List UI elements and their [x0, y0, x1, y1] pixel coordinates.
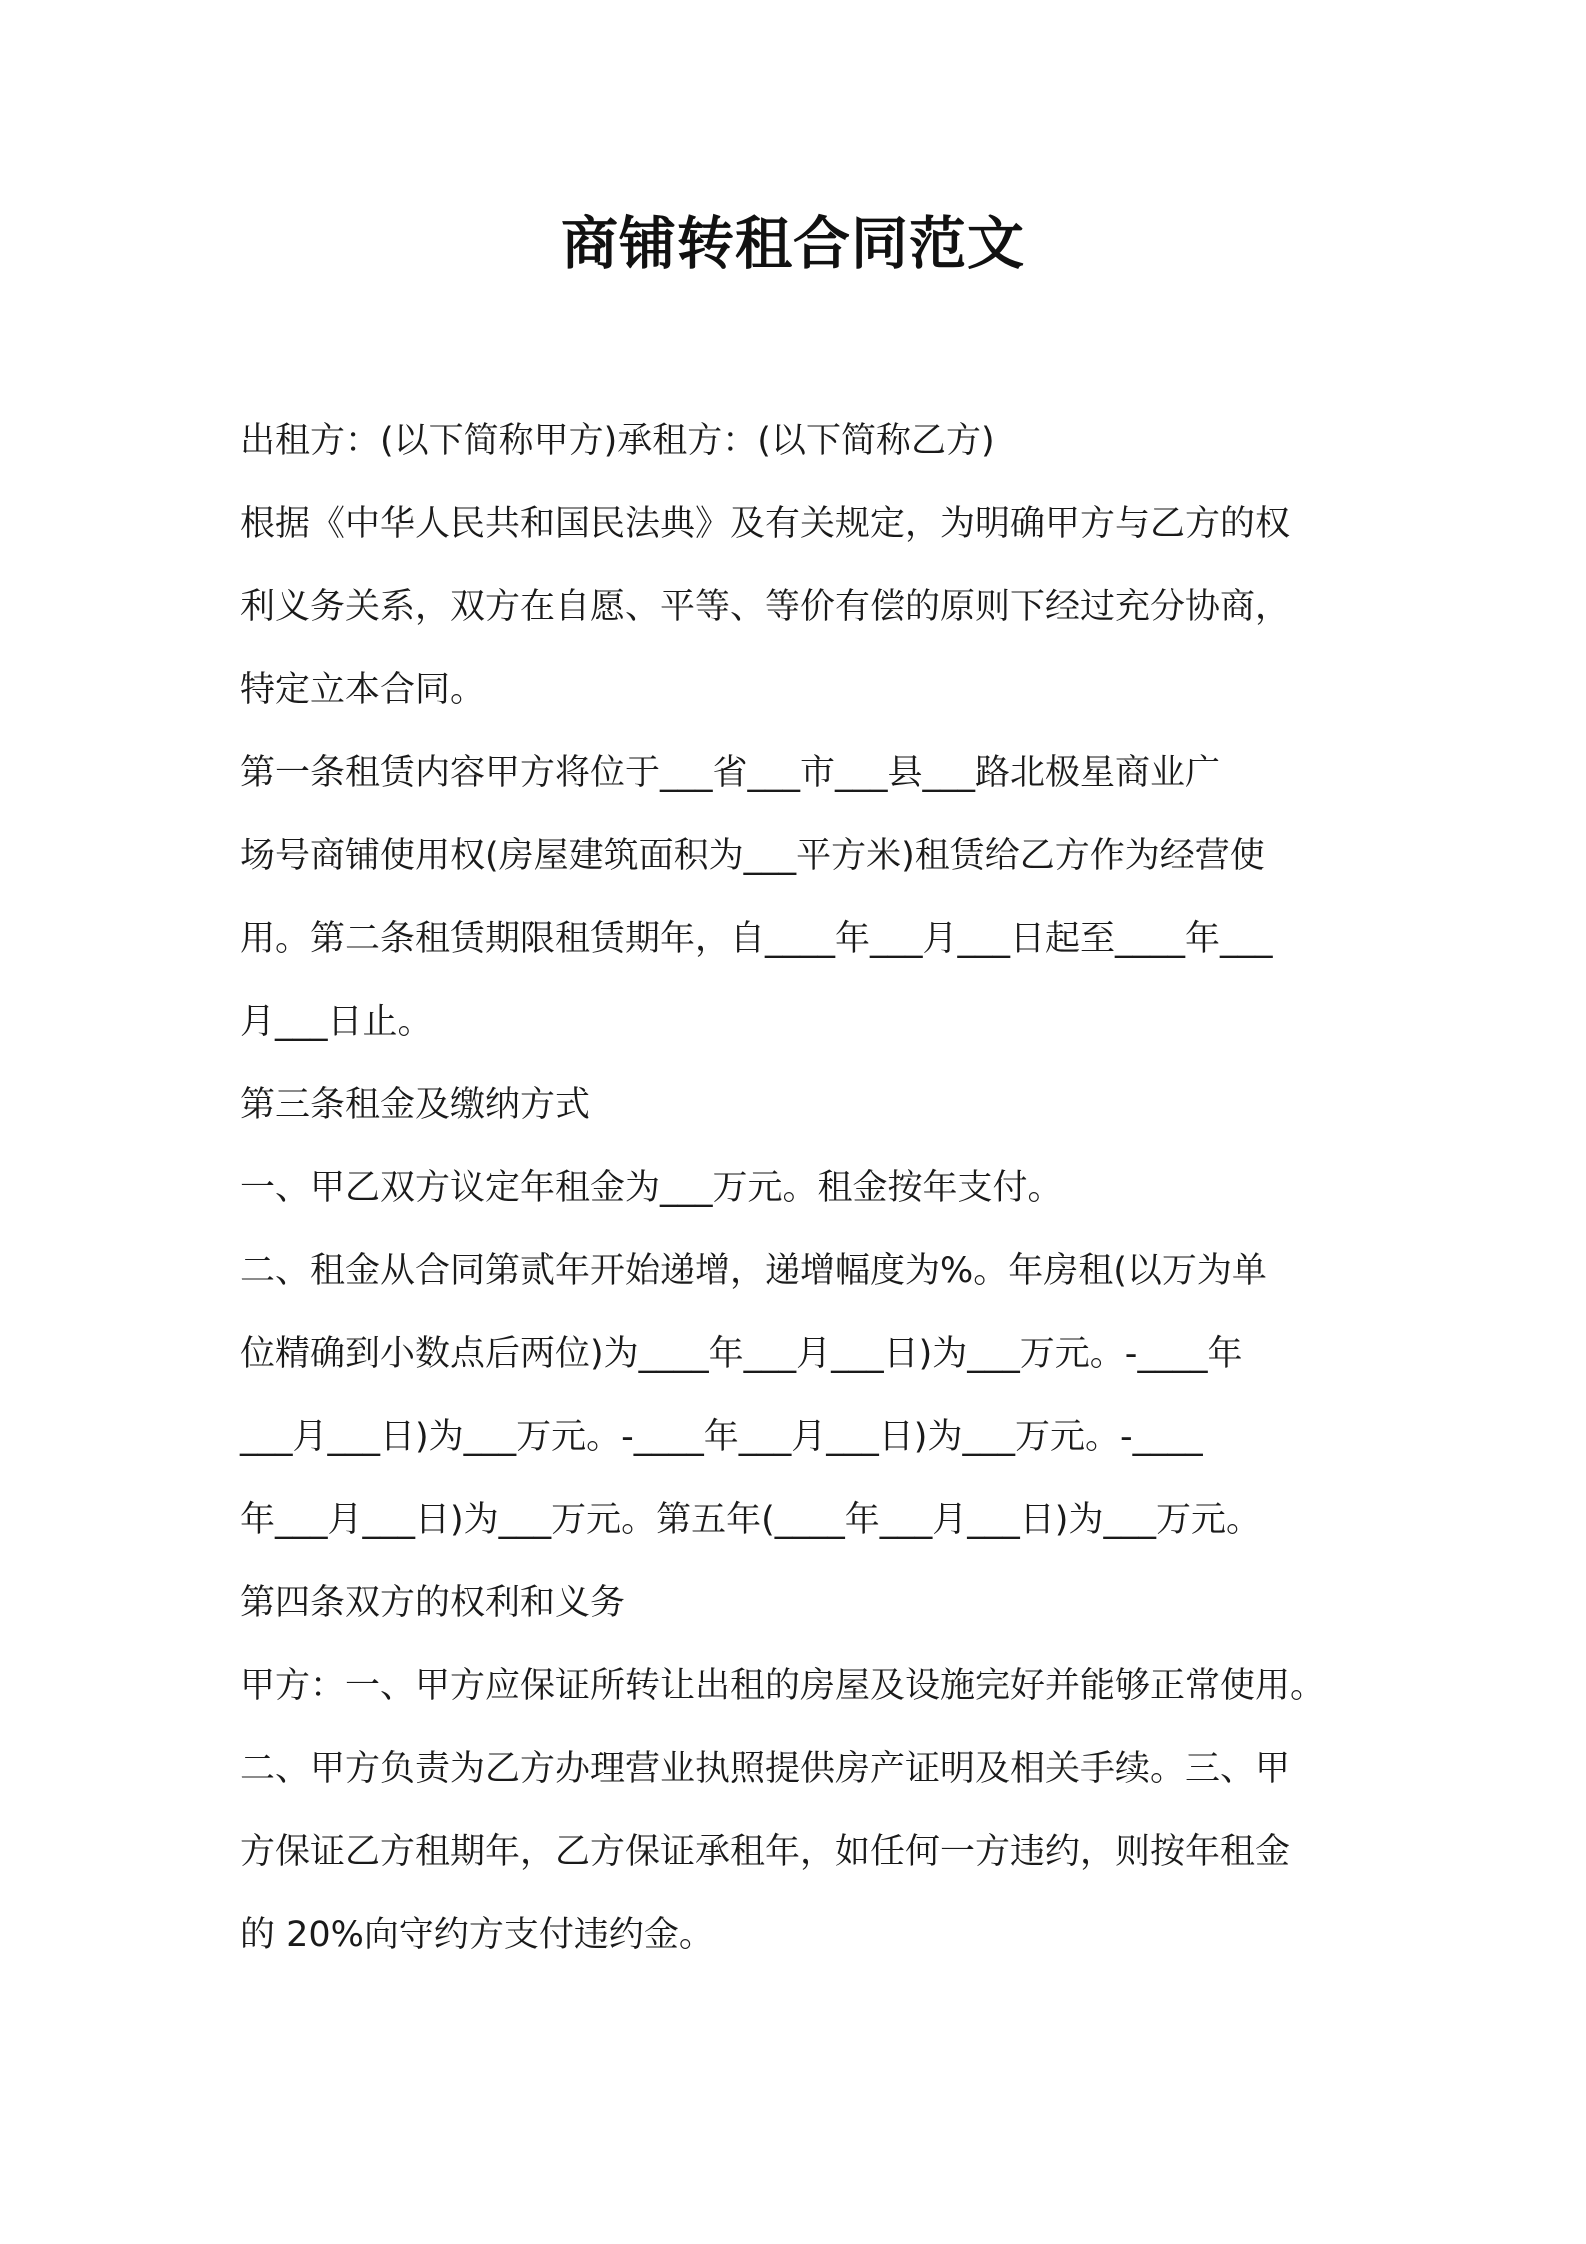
body-line: 的 20%向守约方支付违约金。	[240, 1915, 714, 1955]
body-line: 场号商铺使用权(房屋建筑面积为___平方米)租赁给乙方作为经营使	[240, 836, 1265, 876]
body-line: 二、甲方负责为乙方办理营业执照提供房产证明及相关手续。三、甲	[240, 1749, 1291, 1789]
document-body	[240, 400, 1380, 1977]
body-line: 一、甲乙双方议定年租金为___万元。租金按年支付。	[240, 1168, 1063, 1208]
body-line: 年___月___日)为___万元。第五年(____年___月___日)为___万元。	[240, 1500, 1261, 1540]
body-line: ___月___日)为___万元。-____年___月___日)为___万元。-____	[240, 1417, 1203, 1457]
body-line: 甲方：一、甲方应保证所转让出租的房屋及设施完好并能够正常使用。	[240, 1666, 1326, 1706]
body-line: 出租方：(以下简称甲方)承租方：(以下简称乙方)	[240, 421, 995, 461]
body-line: 位精确到小数点后两位)为____年___月___日)为___万元。-____年	[240, 1334, 1243, 1374]
body-line: 第一条租赁内容甲方将位于___省___市___县___路北极星商业广	[240, 753, 1221, 793]
body-line: 根据《中华人民共和国民法典》及有关规定，为明确甲方与乙方的权	[240, 504, 1291, 544]
body-line: 月___日止。	[240, 1002, 433, 1042]
body-line: 用。第二条租赁期限租赁期年，自____年___月___日起至____年___	[240, 919, 1273, 959]
body-line: 利义务关系，双方在自愿、平等、等价有偿的原则下经过充分协商，	[240, 587, 1291, 627]
body-line: 第四条双方的权利和义务	[240, 1583, 626, 1623]
document-title: 商铺转租合同范文	[561, 211, 1025, 277]
body-line: 特定立本合同。	[240, 670, 486, 710]
body-line: 方保证乙方租期年，乙方保证承租年，如任何一方违约，则按年租金	[240, 1832, 1291, 1872]
body-line: 第三条租金及缴纳方式	[240, 1085, 591, 1125]
body-line: 二、租金从合同第贰年开始递增，递增幅度为%。年房租(以万为单	[240, 1251, 1267, 1291]
